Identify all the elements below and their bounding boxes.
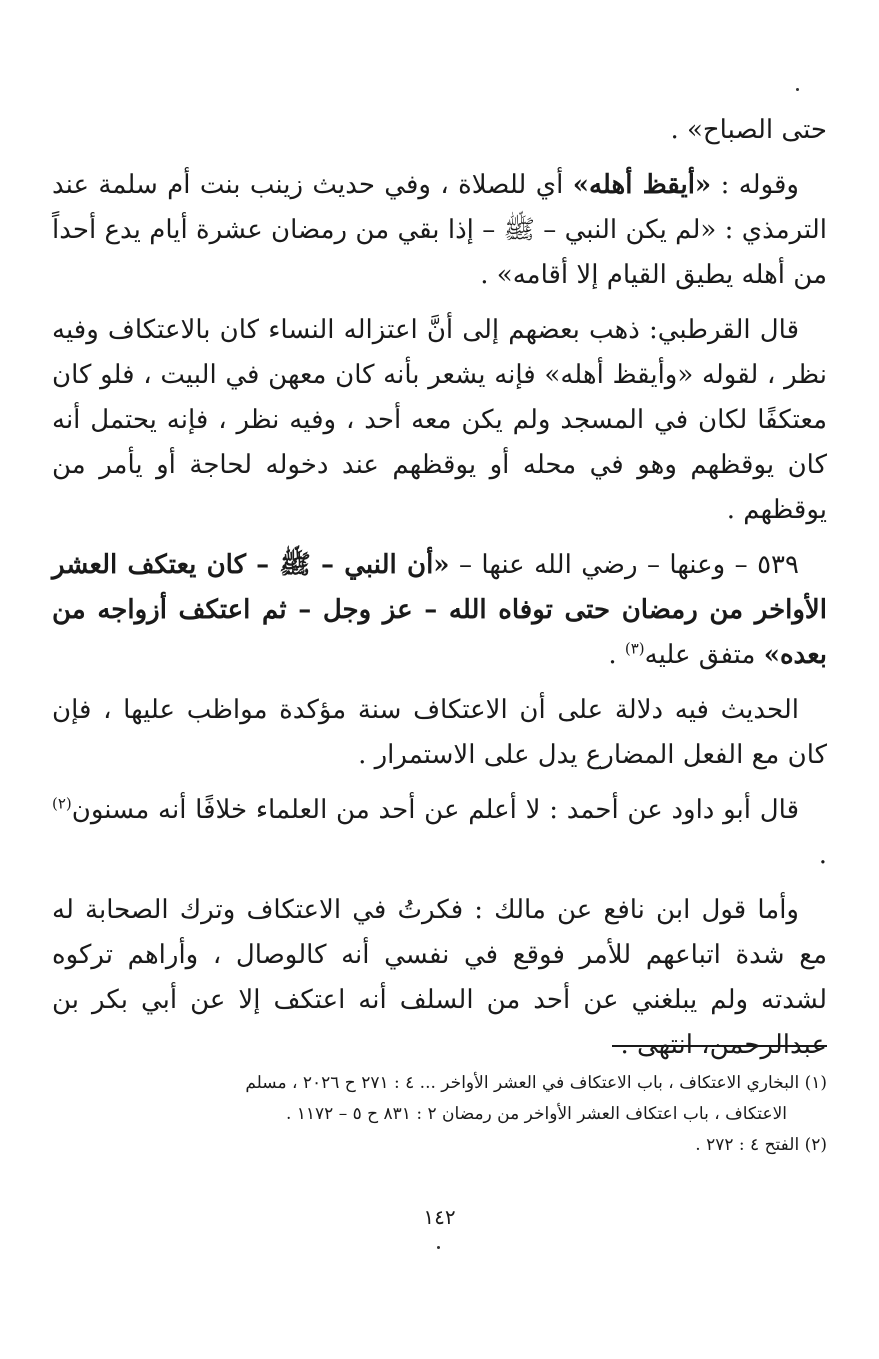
paragraph-3: قال القرطبي: ذهب بعضهم إلى أنَّ اعتزاله النساء كان بالاعتكاف وفيه نظر ، لقوله «وأيقظ أهله» فإنه يشعر بأنه كان معهن في البيت ، فلو كان معتكفًا لكان في المسجد ولم يكن معه أحد ، وفيه نظر ، فإنه يحتمل أنه كان يوقظهم وهو في محله أو يوقظهم عند دخوله لحاجة أو يأمر من يوقظهم . xyxy=(52,315,827,525)
footnote-1-continued: الاعتكاف ، باب اعتكاف العشر الأواخر من رمضان ٢ : ٨٣١ ح ٥ – ١١٧٢ . xyxy=(285,1104,787,1124)
scan-speck xyxy=(796,88,799,91)
footnote-ref: (٢) xyxy=(52,794,72,813)
page-number: ١٤٢ xyxy=(423,1205,456,1229)
hadith-number: ٥٣٩ – وعنها – رضي الله عنها – xyxy=(449,550,799,580)
quoted-phrase: «أيقظ أهله» xyxy=(572,170,712,200)
text-run: . xyxy=(608,640,625,670)
footnote-1: (١) البخاري الاعتكاف ، باب الاعتكاف في العشر الأواخر ... ٤ : ٢٧١ ح ٢٠٢٦ ، مسلم xyxy=(245,1073,827,1093)
paragraph-5: الحديث فيه دلالة على أن الاعتكاف سنة مؤكدة مواظب عليها ، فإن كان مع الفعل المضارع يدل على الاستمرار . xyxy=(52,695,827,770)
hadith-paragraph xyxy=(52,543,827,678)
footnote-ref: (٣) xyxy=(624,639,645,658)
main-text xyxy=(52,108,827,1068)
paragraph-1: حتى الصباح» . xyxy=(670,115,827,145)
scan-speck xyxy=(437,1246,440,1249)
hadith-text: «أن النبي – ﷺ – كان يعتكف العشر الأواخر من رمضان حتى توفاه الله – عز وجل – ثم اعتكف أزواجه من بعده» xyxy=(52,550,827,670)
text-run: قال أبو داود عن أحمد : لا أعلم عن أحد من العلماء خلافًا أنه مسنون xyxy=(71,795,799,825)
footnote-2: (٢) الفتح ٤ : ٢٧٢ . xyxy=(695,1135,827,1155)
text-run: متفق عليه xyxy=(644,640,764,670)
text-run: أي للصلاة ، وفي حديث زينب بنت أم سلمة عند الترمذي : «لم يكن النبي – ﷺ – إذا بقي من رمضان عشرة أيام يدع أحداً من أهله يطيق القيام إلا أقامه» . xyxy=(52,170,827,290)
footnotes xyxy=(52,1068,827,1161)
footnote-divider xyxy=(612,1045,827,1047)
paragraph-6 xyxy=(52,788,827,878)
text-run: . xyxy=(818,840,827,870)
text-run: وقوله : xyxy=(711,170,799,200)
paragraph-2 xyxy=(52,163,827,298)
paragraph-7: وأما قول ابن نافع عن مالك : فكرتُ في الاعتكاف وترك الصحابة له مع شدة اتباعهم للأمر فوقع في نفسي أنه كالوصال ، وأراهم تركوه لشدته ولم يبلغني عن أحد من السلف أنه اعتكف إلا عن أبي بكر بن عبدالرحمن، انتهى . xyxy=(52,895,827,1060)
